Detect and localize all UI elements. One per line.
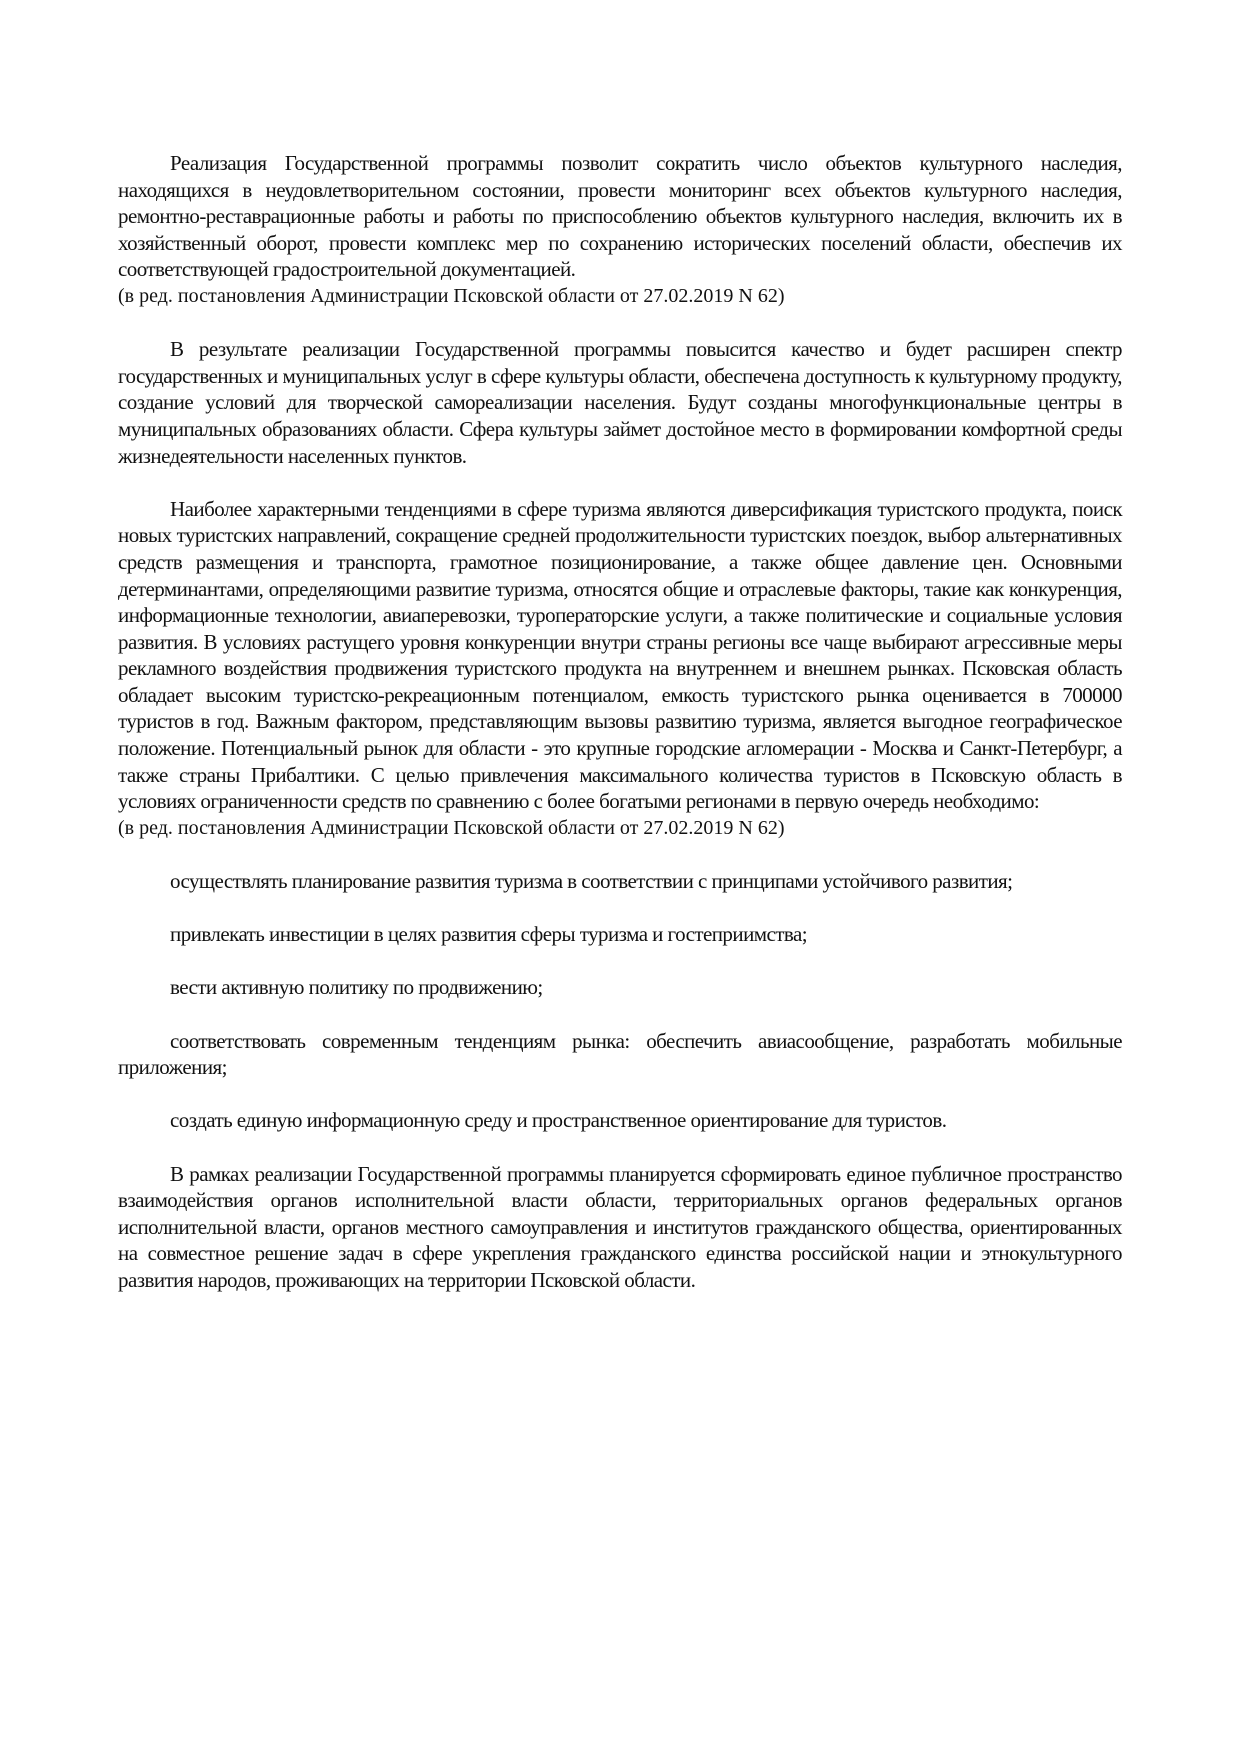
amendment-note: (в ред. постановления Администрации Псковской области от 27.02.2019 N 62) (118, 816, 785, 839)
document-page (118, 150, 1122, 1320)
amendment-note: (в ред. постановления Администрации Псковской области от 27.02.2019 N 62) (118, 284, 785, 307)
list-item: соответствовать современным тенденциям рынка: обеспечить авиасообщение, разработать мобильные приложения; (118, 1028, 1122, 1080)
paragraph-cultural-services: В результате реализации Государственной программы повысится качество и будет расширен спектр государственных и муниципальных услуг в сфере культуры области, обеспечена доступность к культурному продукту, создание условий для творческой самореализации населения. Будут созданы многофункциональные центры в муниципальных образованиях области. Сфера культуры займет достойное место в формировании комфортной среды жизнедеятельности населенных пунктов. (118, 337, 1122, 468)
paragraph-tourism-trends: Наиболее характерными тенденциями в сфере туризма являются диверсификация туристского продукта, поиск новых туристских направлений, сокращение средней продолжительности туристских поездок, выбор альтернативных средств размещения и транспорта, грамотное позиционирование, а также общее давление цен. Основными детерминантами, определяющими развитие туризма, относятся общие и отраслевые факторы, такие как конкуренция, информационные технологии, авиаперевозки, туроператорские услуги, а также политические и социальные условия развития. В условиях растущего уровня конкуренции внутри страны регионы все чаще выбирают агрессивные меры рекламного воздействия продвижения туристского продукта на внутреннем и внешнем рынках. Псковская область обладает высоким туристско-рекреационным потенциалом, емкость туристского рынка оценивается в 700000 туристов в год. Важным фактором, представляющим вызовы развитию туризма, является выгодное географическое положение. Потенциальный рынок для области - это крупные городские агломерации - Москва и Санкт-Петербург, а также страны Прибалтики. С целью привлечения максимального количества туристов в Псковскую область в условиях ограниченности средств по сравнению с более богатыми регионами в первую очередь необходимо: (118, 496, 1122, 814)
list-item: создать единую информационную среду и пространственное ориентирование для туристов. (170, 1108, 947, 1133)
paragraph-public-space: В рамках реализации Государственной программы планируется сформировать единое публичное пространство взаимодействия органов исполнительной власти области, территориальных органов федеральных органов исполнительной власти, органов местного самоуправления и институтов гражданского общества, ориентированных на совместное решение задач в сфере укрепления гражданского единства российской нации и этнокультурного развития народов, проживающих на территории Псковской области. (118, 1161, 1122, 1292)
list-item: осуществлять планирование развития туризма в соответствии с принципами устойчивого развития; (170, 869, 1013, 894)
paragraph-cultural-heritage: Реализация Государственной программы позволит сократить число объектов культурного наследия, находящихся в неудовлетворительном состоянии, провести мониторинг всех объектов культурного наследия, ремонтно-реставрационные работы и работы по приспособлению объектов культурного наследия, включить их в хозяйственный оборот, провести комплекс мер по сохранению исторических поселений области, обеспечив их соответствующей градостроительной документацией. (118, 151, 1122, 282)
list-item: привлекать инвестиции в целях развития сферы туризма и гостеприимства; (170, 922, 808, 947)
list-item: вести активную политику по продвижению; (170, 975, 543, 1000)
